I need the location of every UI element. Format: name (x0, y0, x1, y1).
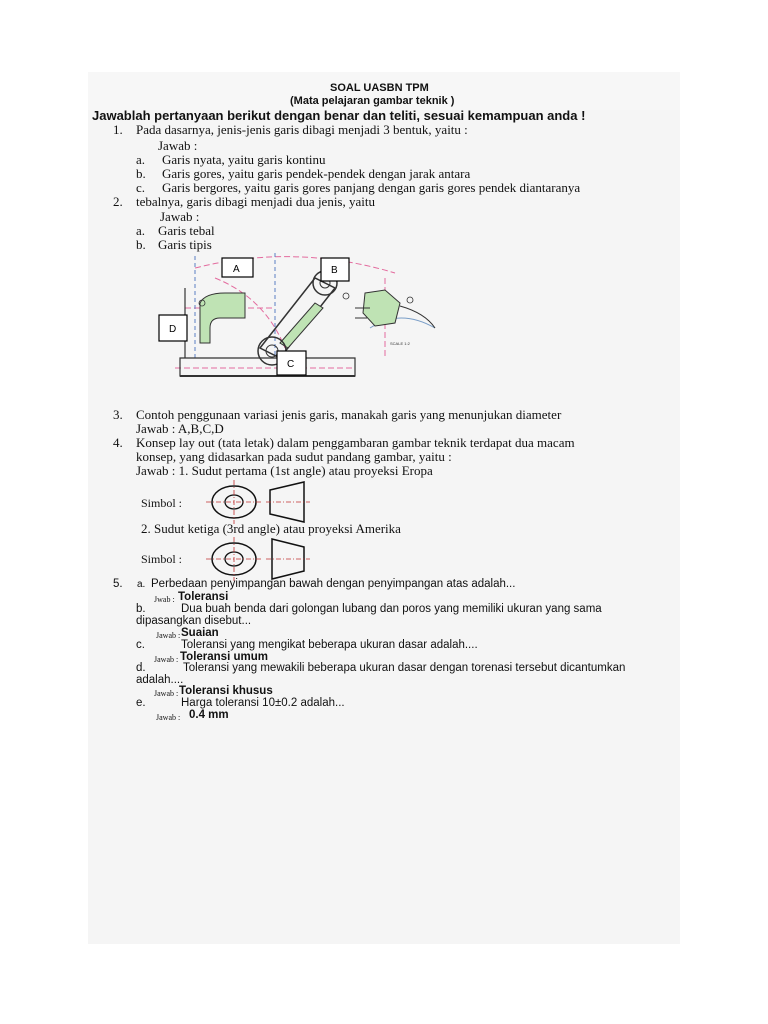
svg-text:SCALE 1:2: SCALE 1:2 (390, 341, 410, 346)
q5a-letter: a. (137, 579, 146, 590)
q5d-answer: Toleransi khusus (179, 685, 273, 697)
instruction: Jawablah pertanyaan berikut dengan benar dan teliti, sesuai kemampuan anda ! (92, 108, 586, 123)
q3-answer: Jawab : A,B,C,D (136, 421, 224, 436)
q3-number: 3. (113, 407, 123, 422)
q1-answer-label: Jawab : (158, 138, 198, 153)
q2-item-letter: a. (136, 223, 146, 238)
technical-drawing-figure (155, 248, 445, 398)
q5b-jawab-label: Jawab : (156, 631, 181, 640)
figure-label-a: A (233, 264, 240, 275)
q1-text: Pada dasarnya, jenis-jenis garis dibagi menjadi 3 bentuk, yaitu : (136, 122, 468, 137)
q1-number: 1. (113, 122, 123, 137)
q5d-text: Toleransi yang mewakili beberapa ukuran dasar dengan torenasi tersebut dicantumkan (183, 662, 626, 674)
q5c-text: Toleransi yang mengikat beberapa ukuran dasar adalah.... (181, 639, 478, 651)
q1-item-letter: a. (136, 152, 146, 167)
q5e-answer: 0.4 mm (189, 709, 229, 721)
q4-answer-2: 2. Sudut ketiga (3rd angle) atau proyeksi Amerika (141, 521, 401, 536)
q2-item-letter: b. (136, 237, 146, 252)
q5a-text: Perbedaan penyimpangan bawah dengan penyimpangan atas adalah... (151, 578, 516, 590)
q5a-answer: Toleransi (178, 591, 229, 603)
q5b-text: Dua buah benda dari golongan lubang dan poros yang memiliki ukuran yang sama (181, 603, 602, 615)
q1-item-letter: b. (136, 166, 146, 181)
q5d-text-line2: adalah.... (136, 674, 184, 686)
document-subtitle: (Mata pelajaran gambar teknik ) (290, 95, 455, 107)
q5d-letter: d. (136, 662, 146, 674)
q4-text-line1: Konsep lay out (tata letak) dalam penggambaran gambar teknik terdapat dua macam (136, 435, 575, 450)
q2-item-text: Garis tebal (158, 223, 215, 238)
q5a-jawab-label: Jwab : (154, 595, 175, 604)
figure-label-c: C (287, 359, 295, 370)
symbol-label-third-angle: Simbol : (141, 552, 183, 566)
figure-label-b: B (331, 265, 338, 276)
q5d-jawab-label: Jawab : (154, 689, 179, 698)
q5e-jawab-label: Jawab : (156, 713, 181, 722)
symbol-label-first-angle: Simbol : (141, 496, 183, 510)
q3-text: Contoh penggunaan variasi jenis garis, manakah garis yang menunjukan diameter (136, 407, 562, 422)
q1-item-text: Garis nyata, yaitu garis kontinu (162, 152, 326, 167)
q5c-jawab-label: Jawab : (154, 655, 179, 664)
q1-item-text: Garis gores, yaitu garis pendek-pendek dengan jarak antara (162, 166, 471, 181)
q1-item-text: Garis bergores, yaitu garis gores panjang dengan garis gores pendek diantaranya (162, 180, 581, 195)
q5b-answer: Suaian (181, 627, 219, 639)
q1-item-letter: c. (136, 180, 146, 195)
figure-label-d: D (169, 324, 177, 335)
q2-text: tebalnya, garis dibagi menjadi dua jenis, yaitu (136, 194, 375, 209)
document-title: SOAL UASBN TPM (330, 82, 429, 94)
q5-number: 5. (113, 578, 123, 590)
q5e-letter: e. (136, 697, 146, 709)
q2-answer-label: Jawab : (160, 209, 200, 224)
q5c-letter: c. (136, 639, 145, 651)
q5e-text: Harga toleransi 10±0.2 adalah... (181, 697, 345, 709)
q5c-answer: Toleransi umum (180, 651, 268, 663)
q2-item-text: Garis tipis (158, 237, 212, 252)
q4-answer-1: Jawab : 1. Sudut pertama (1st angle) atau proyeksi Eropa (136, 463, 433, 478)
q4-number: 4. (113, 435, 123, 450)
q4-text-line2: konsep, yang didasarkan pada sudut pandang gambar, yaitu : (136, 449, 452, 464)
q2-number: 2. (113, 194, 123, 209)
q5b-letter: b. (136, 603, 146, 615)
q5b-text-line2: dipasangkan disebut... (136, 615, 252, 627)
